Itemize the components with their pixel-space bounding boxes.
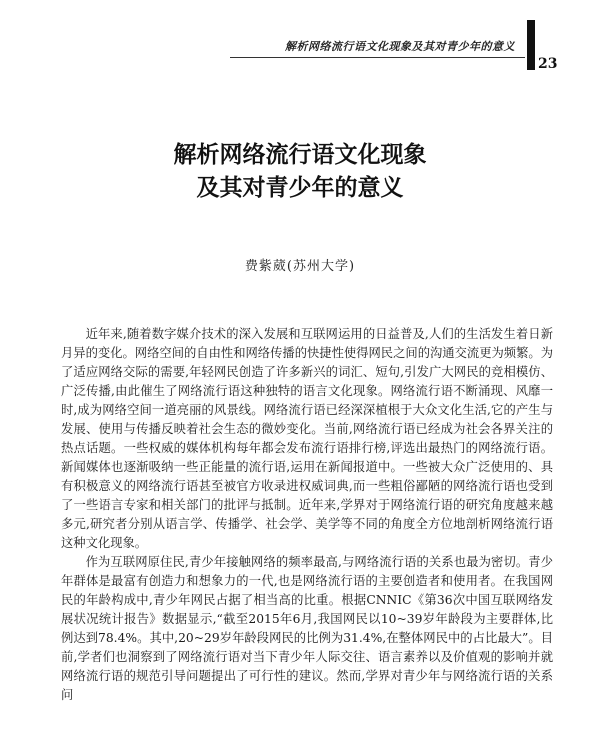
article-body	[61, 325, 553, 705]
running-header: 解析网络流行语文化现象及其对青少年的意义	[285, 40, 515, 53]
author-line: 费紫葳(苏州大学)	[244, 259, 356, 274]
article-title	[0, 138, 600, 204]
paragraph-2: 作为互联网原住民,青少年接触网络的频率最高,与网络流行语的关系也最为密切。青少年群体是最富有创造力和想象力的一代,也是网络流行语的主要创造者和使用者。在我国网民的年龄构成中,青少年网民占据了相当高的比重。根据CNNIC《第36次中国互联网络发展状况统计报告》数据显示,“截至2015年6月,我国网民以10~39岁年龄段为主要群体,比例达到78.4%。其中,20~29岁年龄段网民的比例为31.4%,在整体网民中的占比最大”。目前,学者们也洞察到了网络流行语对当下青少年人际交往、语言素养以及价值观的影响并就网络流行语的规范引导问题提出了可行性的建议。然而,学界对青少年与网络流行语的关系问	[61, 555, 553, 702]
title-line-1: 解析网络流行语文化现象	[173, 141, 427, 168]
page-number: 23	[538, 56, 558, 72]
paragraph-1: 近年来,随着数字媒介技术的深入发展和互联网运用的日益普及,人们的生活发生着日新月异的变化。网络空间的自由性和网络传播的快捷性使得网民之间的沟通交流更为频繁。为了适应网络交际的需要,年轻网民创造了许多新兴的词汇、短句,引发广大网民的竞相模仿、广泛传播,由此催生了网络流行语这种独特的语言文化现象。网络流行语不断涌现、风靡一时,成为网络空间一道亮丽的风景线。网络流行语已经深深植根于大众文化生活,它的产生与发展、使用与传播反映着社会生态的微妙变化。当前,网络流行语已经成为社会各界关注的热点话题。一些权威的媒体机构每年都会发布流行语排行榜,评选出最热门的网络流行语。新闻媒体也逐渐吸纳一些正能量的流行语,运用在新闻报道中。一些被大众广泛使用的、具有积极意义的网络流行语甚至被官方收录进权威词典,而一些粗俗鄙陋的网络流行语也受到了一些语言专家和相关部门的批评与抵制。近年来,学界对于网络流行语的研究角度越来越多元,研究者分别从语言学、传播学、社会学、美学等不同的角度全方位地剖析网络流行语这种文化现象。	[61, 327, 553, 550]
edge-tab	[527, 20, 535, 70]
header-rule	[230, 57, 525, 58]
title-line-2: 及其对青少年的意义	[196, 174, 404, 201]
